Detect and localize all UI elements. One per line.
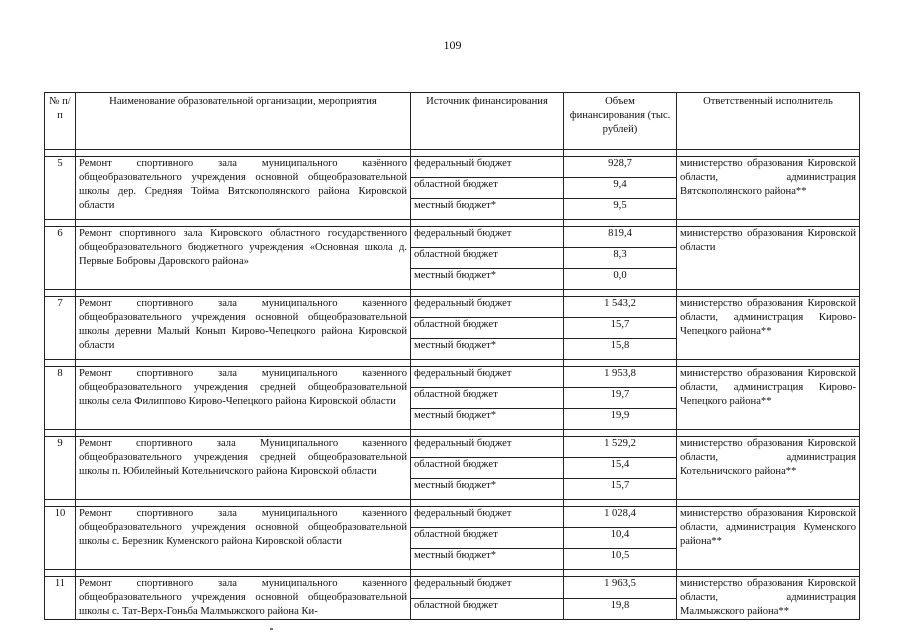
funding-table xyxy=(44,92,860,620)
separator-cell xyxy=(45,290,76,297)
funding-amount: 19,9 xyxy=(564,409,677,430)
header-num: № п/п xyxy=(45,93,76,150)
separator-cell xyxy=(564,570,677,577)
funding-source: местный бюджет* xyxy=(411,479,564,500)
funding-amount: 819,4 xyxy=(564,227,677,248)
funding-source: областной бюджет xyxy=(411,318,564,339)
row-number: 9 xyxy=(45,437,76,500)
funding-source: областной бюджет xyxy=(411,528,564,549)
separator-cell xyxy=(45,430,76,437)
row-responsible: министерство образования Кировской области, администрация Куменского района** xyxy=(677,507,860,570)
table-row xyxy=(45,157,860,178)
funding-source: местный бюджет* xyxy=(411,339,564,360)
row-separator xyxy=(45,570,860,577)
row-responsible: министерство образования Кировской области, администрация Кирово-Чепецкого района** xyxy=(677,367,860,430)
separator-cell xyxy=(564,150,677,157)
separator-cell xyxy=(76,570,411,577)
separator-cell xyxy=(564,290,677,297)
funding-source: федеральный бюджет xyxy=(411,577,564,599)
row-separator xyxy=(45,500,860,507)
table-row xyxy=(45,367,860,388)
row-number: 10 xyxy=(45,507,76,570)
row-name: Ремонт спортивного зала Муниципального казенного общеобразовательного учреждения средней общеобразовательной школы п. Юбилейный Котельничского района Кировской области xyxy=(76,437,411,500)
funding-amount: 8,3 xyxy=(564,248,677,269)
separator-cell xyxy=(564,360,677,367)
funding-amount: 15,4 xyxy=(564,458,677,479)
row-separator xyxy=(45,430,860,437)
separator-cell xyxy=(45,570,76,577)
table-row xyxy=(45,577,860,599)
funding-amount: 15,7 xyxy=(564,479,677,500)
table-row xyxy=(45,437,860,458)
row-responsible: министерство образования Кировской области, администрация Котельничского района** xyxy=(677,437,860,500)
funding-source: областной бюджет xyxy=(411,388,564,409)
funding-amount: 9,5 xyxy=(564,199,677,220)
funding-source: федеральный бюджет xyxy=(411,437,564,458)
funding-amount: 1 028,4 xyxy=(564,507,677,528)
separator-cell xyxy=(677,290,860,297)
separator-cell xyxy=(564,430,677,437)
row-name: Ремонт спортивного зала муниципального казенного общеобразовательного учреждения основной общеобразовательной школы с. Тат-Верх-Гоньба Малмыжского района Ки- xyxy=(76,577,411,620)
row-separator xyxy=(45,360,860,367)
separator-cell xyxy=(411,150,564,157)
separator-cell xyxy=(45,360,76,367)
funding-source: местный бюджет* xyxy=(411,269,564,290)
row-number: 8 xyxy=(45,367,76,430)
separator-cell xyxy=(564,220,677,227)
table-row xyxy=(45,297,860,318)
funding-amount: 10,4 xyxy=(564,528,677,549)
funding-source: федеральный бюджет xyxy=(411,297,564,318)
row-name: Ремонт спортивного зала муниципального казенного общеобразовательного учреждения основной общеобразовательной школы с. Березник Куменского района Кировской области xyxy=(76,507,411,570)
separator-cell xyxy=(76,360,411,367)
separator-cell xyxy=(677,430,860,437)
funding-source: местный бюджет* xyxy=(411,549,564,570)
funding-source: местный бюджет* xyxy=(411,409,564,430)
funding-amount: 10,5 xyxy=(564,549,677,570)
funding-amount: 9,4 xyxy=(564,178,677,199)
separator-cell xyxy=(677,220,860,227)
separator-cell xyxy=(411,360,564,367)
separator-cell xyxy=(411,500,564,507)
row-name: Ремонт спортивного зала муниципального казенного общеобразовательного учреждения средней общеобразовательной школы села Филиппово Кирово-Чепецкого района Кировской области xyxy=(76,367,411,430)
table-row xyxy=(45,507,860,528)
funding-source: федеральный бюджет xyxy=(411,507,564,528)
separator-cell xyxy=(411,570,564,577)
funding-source: областной бюджет xyxy=(411,178,564,199)
row-number: 6 xyxy=(45,227,76,290)
row-separator xyxy=(45,220,860,227)
funding-amount: 19,8 xyxy=(564,598,677,620)
table-header xyxy=(45,93,860,150)
row-responsible: министерство образования Кировской области, администрация Малмыжского района** xyxy=(677,577,860,620)
funding-amount: 19,7 xyxy=(564,388,677,409)
separator-cell xyxy=(677,500,860,507)
funding-amount: 928,7 xyxy=(564,157,677,178)
separator-cell xyxy=(76,430,411,437)
table-body xyxy=(45,150,860,620)
header-name: Наименование образовательной организации, мероприятия xyxy=(76,93,411,150)
funding-source: областной бюджет xyxy=(411,598,564,620)
separator-cell xyxy=(45,220,76,227)
row-separator xyxy=(45,290,860,297)
funding-source: местный бюджет* xyxy=(411,199,564,220)
funding-source: федеральный бюджет xyxy=(411,157,564,178)
funding-amount: 15,7 xyxy=(564,318,677,339)
row-responsible: министерство образования Кировской области, администрация Вятскополянского района** xyxy=(677,157,860,220)
separator-cell xyxy=(411,430,564,437)
funding-amount: 1 953,8 xyxy=(564,367,677,388)
funding-amount: 1 963,5 xyxy=(564,577,677,599)
separator-cell xyxy=(677,360,860,367)
funding-amount: 1 543,2 xyxy=(564,297,677,318)
separator-cell xyxy=(45,500,76,507)
header-source: Источник финансирования xyxy=(411,93,564,150)
separator-cell xyxy=(677,570,860,577)
funding-amount: 1 529,2 xyxy=(564,437,677,458)
page-number: 109 xyxy=(443,38,462,52)
separator-cell xyxy=(677,150,860,157)
row-responsible: министерство образования Кировской области xyxy=(677,227,860,290)
row-name: Ремонт спортивного зала муниципального казённого общеобразовательного учреждения основной общеобразовательной школы дер. Средняя Тойма Вятскополянского района Кировской области xyxy=(76,157,411,220)
funding-source: федеральный бюджет xyxy=(411,367,564,388)
row-number: 11 xyxy=(45,577,76,620)
separator-cell xyxy=(411,290,564,297)
row-number: 7 xyxy=(45,297,76,360)
row-name: Ремонт спортивного зала муниципального казенного общеобразовательного учреждения основной общеобразовательной школы деревни Малый Конып Кирово-Чепецкого района Кировской области xyxy=(76,297,411,360)
header-amount: Объем финансирования (тыс. рублей) xyxy=(564,93,677,150)
separator-cell xyxy=(411,220,564,227)
separator-cell xyxy=(76,290,411,297)
funding-source: областной бюджет xyxy=(411,458,564,479)
funding-source: федеральный бюджет xyxy=(411,227,564,248)
funding-source: областной бюджет xyxy=(411,248,564,269)
funding-amount: 0,0 xyxy=(564,269,677,290)
separator-cell xyxy=(76,220,411,227)
separator-cell xyxy=(564,500,677,507)
separator-cell xyxy=(76,150,411,157)
table-row xyxy=(45,227,860,248)
row-responsible: министерство образования Кировской области, администрация Кирово-Чепецкого района** xyxy=(677,297,860,360)
header-responsible: Ответственный исполнитель xyxy=(677,93,860,150)
funding-amount: 15,8 xyxy=(564,339,677,360)
separator-cell xyxy=(45,150,76,157)
row-number: 5 xyxy=(45,157,76,220)
separator-cell xyxy=(76,500,411,507)
stray-mark xyxy=(270,628,273,630)
row-name: Ремонт спортивного зала Кировского областного государственного общеобразовательного бюджетного учреждения «Основная школа д. Первые Бобровы Даровского района» xyxy=(76,227,411,290)
row-separator xyxy=(45,150,860,157)
